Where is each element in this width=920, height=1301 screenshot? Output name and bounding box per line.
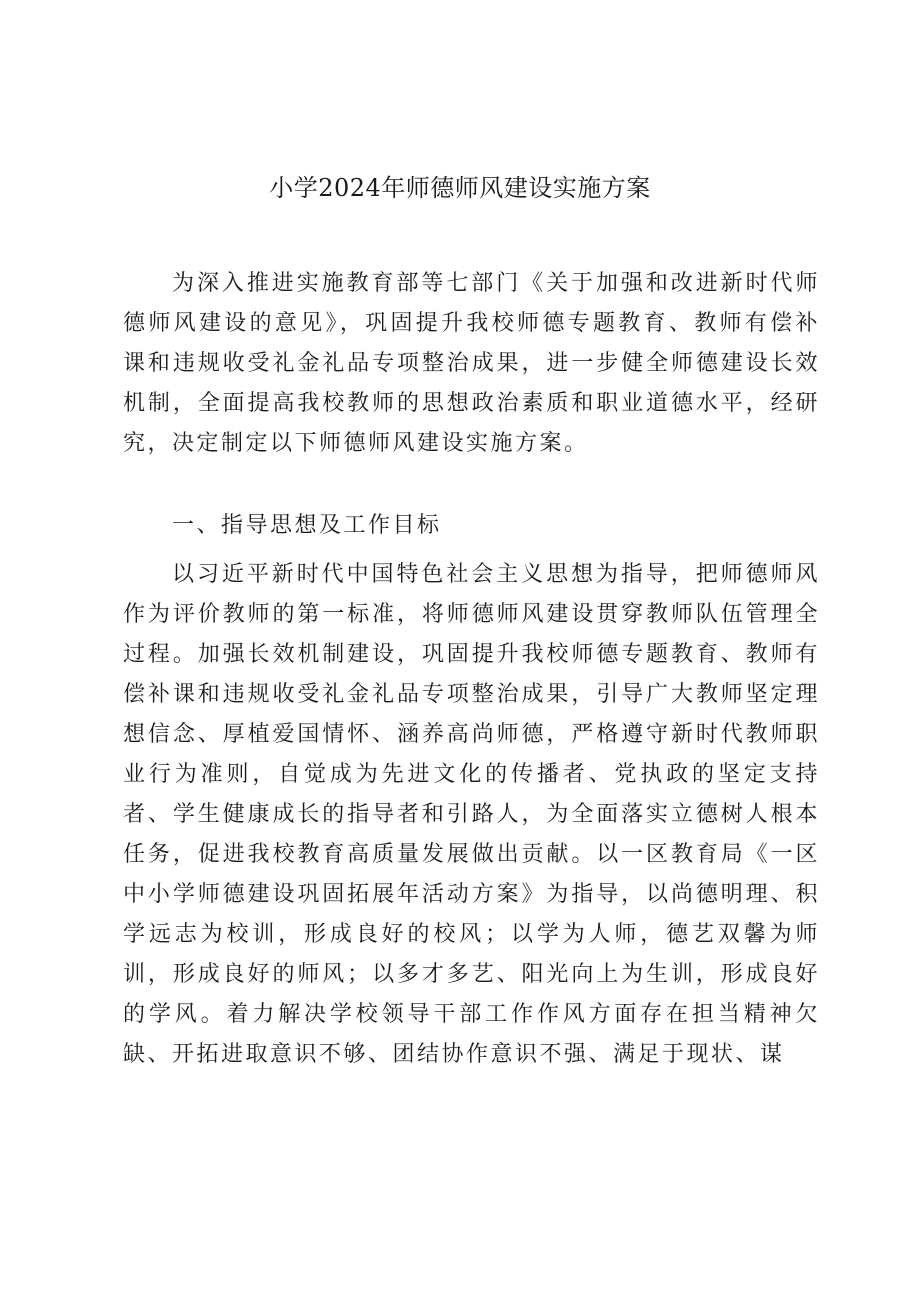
section-1-paragraph: 以习近平新时代中国特色社会主义思想为指导，把师德师风作为评价教师的第一标准，将师德师风建设贯穿教师队伍管理全过程。加强长效机制建设，巩固提升我校师德专题教育、教师有偿补课和违规收受礼金礼品专项整治成果，引导广大教师坚定理想信念、厚植爱国情怀、涵养高尚师德，严格遵守新时代教师职业行为准则，自觉成为先进文化的传播者、党执政的坚定支持者、学生健康成长的指导者和引路人，为全面落实立德树人根本任务，促进我校教育高质量发展做出贡献。以一区教育局《一区中小学师德建设巩固拓展年活动方案》为指导，以尚德明理、积学远志为校训，形成良好的校风；以学为人师，德艺双馨为师训，形成良好的师风；以多才多艺、阳光向上为生训，形成良好的学风。着力解决学校领导干部工作作风方面存在担当精神欠缺、开拓进取意识不够、团结协作意识不强、满足于现状、谋 <box>123 562 820 1067</box>
document-title: 小学2024年师德师风建设实施方案 <box>269 174 651 202</box>
section-heading-1: 一、指导思想及工作目标 <box>172 513 442 538</box>
intro-paragraph: 为深入推进实施教育部等七部门《关于加强和改进新时代师德师风建设的意见》，巩固提升我校师德专题教育、教师有偿补课和违规收受礼金礼品专项整治成果，进一步健全师德建设长效机制，全面提高我校教师的思想政治素质和职业道德水平，经研究，决定制定以下师德师风建设实施方案。 <box>123 271 820 456</box>
